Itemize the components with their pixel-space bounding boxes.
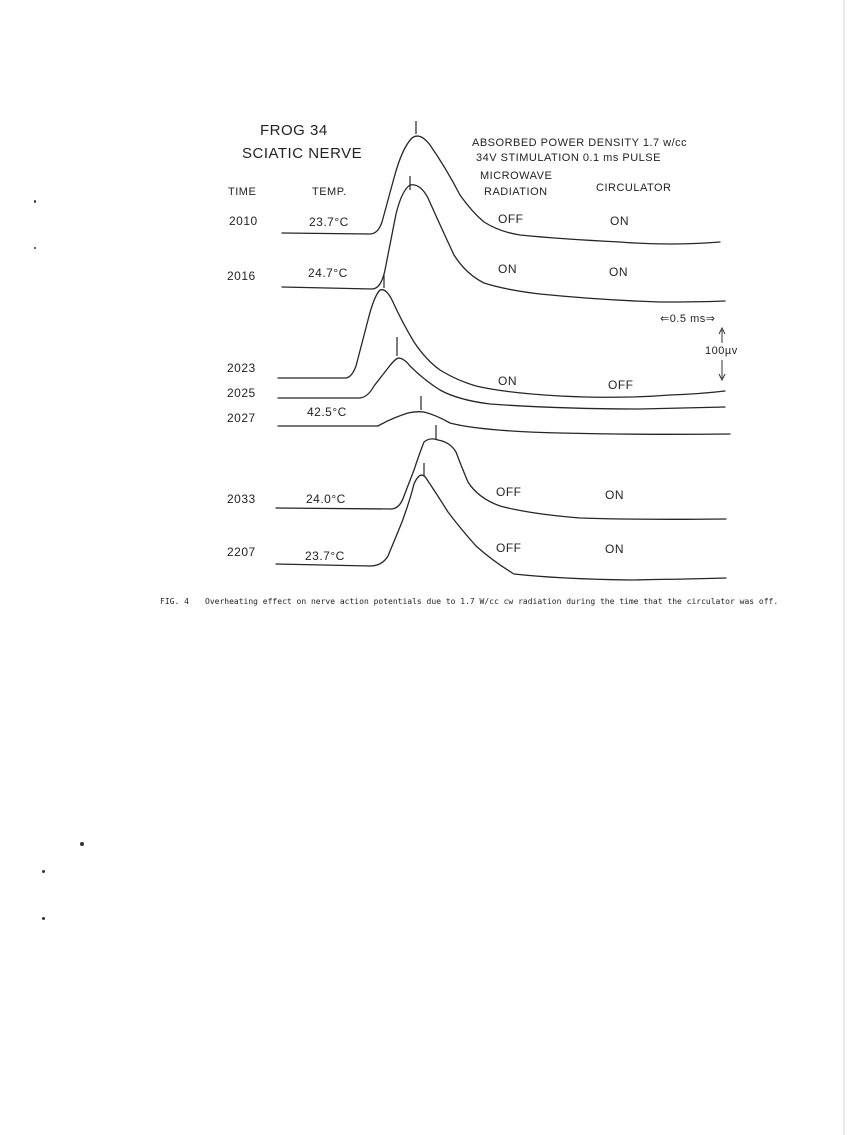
row-circulator: OFF: [608, 378, 634, 392]
row-circulator: ON: [605, 488, 624, 502]
row-temp: 23.7°C: [305, 549, 345, 563]
row-temp: 23.7°C: [309, 215, 349, 229]
time-scale-label: [660, 312, 715, 325]
column-header-time: TIME: [228, 186, 257, 198]
right-arrow-icon: ⇒: [705, 313, 716, 325]
scan-speck: [80, 842, 84, 846]
row-temp: 24.0°C: [306, 492, 346, 506]
trace-2033: [276, 439, 726, 519]
scan-speck: [34, 200, 36, 203]
row-time: 2023: [227, 361, 256, 375]
row-time: 2010: [229, 214, 258, 228]
header-power-density: ABSORBED POWER DENSITY 1.7 w/cc: [472, 137, 688, 149]
row-microwave: OFF: [498, 212, 524, 226]
row-circulator: ON: [609, 265, 628, 279]
row-microwave: OFF: [496, 485, 522, 499]
voltage-scale-label: 100µv: [705, 345, 738, 357]
scan-speck: [34, 247, 36, 249]
row-temp: 42.5°C: [307, 405, 347, 419]
figure-caption-text: Overheating effect on nerve action potentials due to 1.7 W/cc cw radiation during the time that the circulator was off.: [205, 597, 779, 606]
time-scale-value: 0.5 ms: [669, 313, 706, 325]
row-circulator: ON: [610, 214, 629, 228]
row-microwave: ON: [498, 374, 517, 388]
column-header-temp: TEMP.: [312, 186, 347, 198]
figure-title-line1: FROG 34: [260, 122, 328, 139]
figure-number: FIG. 4: [160, 597, 189, 606]
row-temp: 24.7°C: [308, 266, 348, 280]
row-circulator: ON: [605, 542, 624, 556]
scan-speck: [42, 917, 45, 920]
row-time: 2025: [227, 386, 256, 400]
row-time: 2027: [227, 411, 256, 425]
scan-speck: [42, 870, 45, 873]
column-header-microwave-line2: RADIATION: [484, 186, 548, 198]
header-stimulation: 34V STIMULATION 0.1 ms PULSE: [476, 152, 661, 164]
row-time: 2033: [227, 492, 256, 506]
column-header-circulator: CIRCULATOR: [596, 182, 672, 194]
left-arrow-icon: ⇐: [660, 313, 670, 325]
row-time: 2207: [227, 545, 256, 559]
row-time: 2016: [227, 269, 256, 283]
column-header-microwave-line1: MICROWAVE: [480, 170, 553, 182]
row-microwave: ON: [498, 262, 517, 276]
row-microwave: OFF: [496, 541, 522, 555]
figure-title-line2: SCIATIC NERVE: [242, 145, 363, 162]
